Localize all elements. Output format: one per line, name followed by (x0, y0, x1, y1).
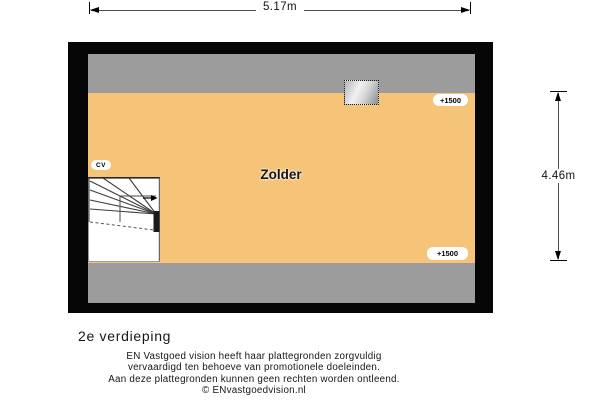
dimension-tick (470, 2, 471, 14)
staircase (88, 177, 162, 263)
width-dimension-line (89, 2, 471, 16)
width-dimension-label: 5.17m (256, 1, 304, 13)
height-dimension-line (541, 91, 576, 261)
arrow-up-icon (555, 92, 561, 101)
floorplan-interior (88, 54, 475, 303)
room-label-zolder: Zolder (260, 167, 302, 182)
height-dimension-label: 4.46m (539, 169, 579, 183)
disclaimer-line: Aan deze plattegronden kunnen geen rechten worden ontleend. (108, 373, 400, 385)
cv-boiler-badge: CV (91, 160, 111, 170)
arrow-right-icon (461, 7, 470, 13)
arrow-down-icon (555, 251, 561, 260)
stair-newel-post (154, 211, 160, 232)
copyright-line: © ENvastgoedvision.nl (202, 385, 306, 397)
level-1500-badge-top: +1500 (433, 94, 468, 106)
disclaimer-line: EN Vastgoed vision heeft haar plattegronden zorgvuldig (126, 351, 382, 362)
level-1500-badge-bottom: +1500 (427, 247, 468, 260)
roof-window (344, 80, 379, 105)
disclaimer-line: vervaardigd ten behoeve van promotionele doeleinden. (127, 362, 381, 374)
floor-title: 2e verdieping (78, 328, 172, 344)
disclaimer-block (0, 351, 508, 397)
stair-outline (89, 178, 160, 262)
arrow-left-icon (90, 7, 99, 13)
dimension-tick (550, 260, 567, 261)
